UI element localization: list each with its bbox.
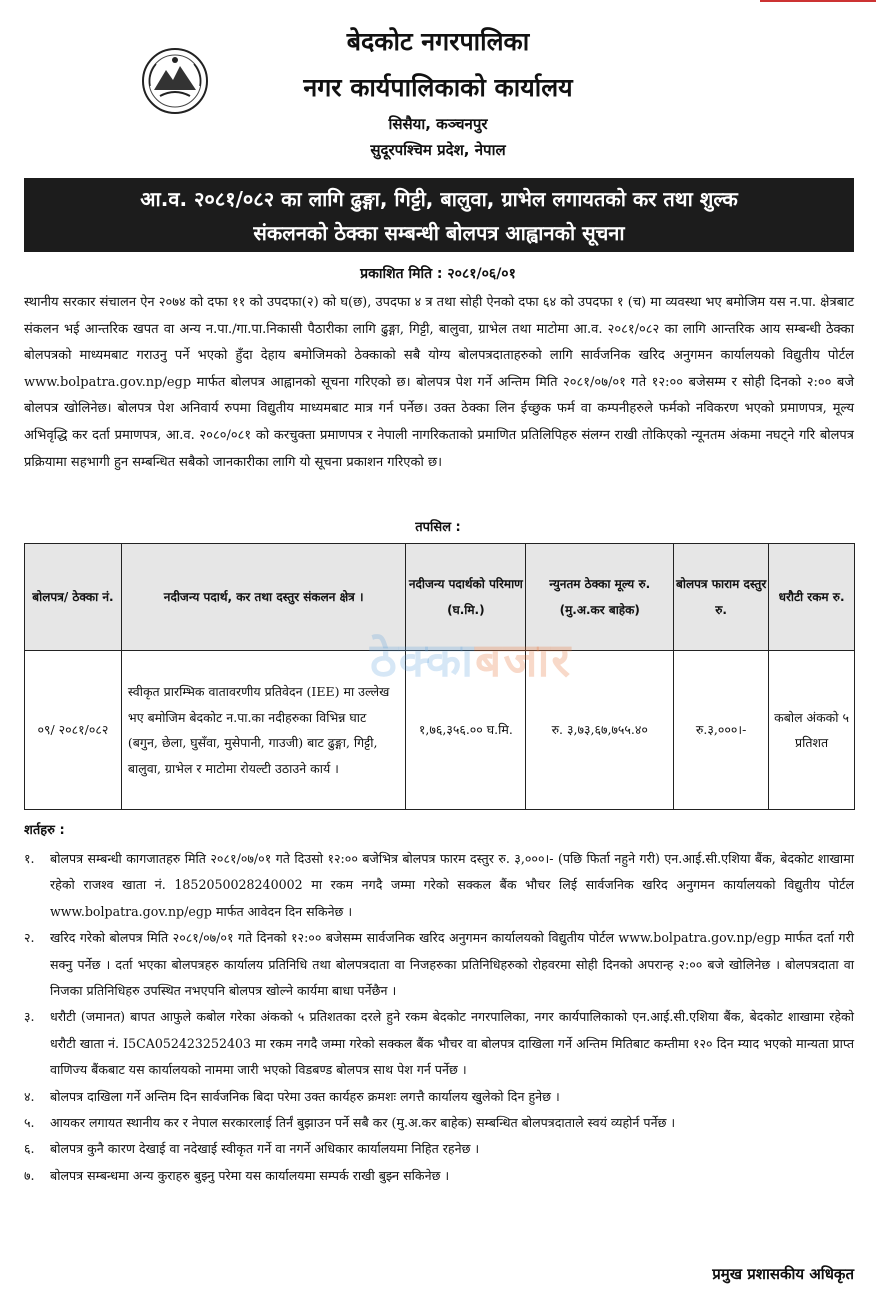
contract-table: [24, 543, 855, 810]
header-min-value: न्युनतम ठेक्का मूल्य रु. (मु.अ.कर बाहेक): [526, 544, 674, 651]
document-header: [0, 18, 876, 168]
header-form-fee: बोलपत्र फाराम दस्तुर रु.: [674, 544, 769, 651]
term-item: [24, 1004, 854, 1083]
term-item: [24, 1136, 854, 1162]
cell-form-fee: रु.३,०००।-: [674, 651, 769, 810]
term-number: २.: [24, 930, 35, 946]
term-text: आयकर लगायत स्थानीय कर र नेपाल सरकारलाई तिर्नं बुझाउन पर्ने सबै कर (मु.अ.कर बाहेक) सम्बन्धित बोलपत्रदाताले स्वयं व्यहोर्न पर्नेछ ।: [50, 1115, 676, 1131]
terms-list: [24, 846, 854, 1189]
watermark-part-2: बजार: [475, 633, 573, 687]
header-contract-no: बोलपत्र/ ठेक्का नं.: [25, 544, 122, 651]
watermark-part-1: ठेक्का: [370, 633, 476, 687]
term-number: १.: [24, 851, 35, 866]
schedule-heading: तपसिल :: [415, 520, 461, 535]
cell-quantity: १,७६,३५६.०० घ.मि.: [406, 651, 526, 810]
cell-description: स्वीकृत प्रारम्भिक वातावरणीय प्रतिवेदन (IEE) मा उल्लेख भए बमोजिम बेदकोट न.पा.का नदीहरुका विभिन्न घाट (बगुन, छेला, घुसँवा, मुसेपानी, गाउजी) बाट ढुङ्गा, गिट्टी, बालुवा, ग्राभेल र माटोमा रोयल्टी उठाउने कार्य ।: [121, 651, 406, 810]
term-number: ७.: [24, 1167, 35, 1183]
published-date: प्रकाशित मिति : २०८१/०६/०१: [360, 266, 516, 282]
table-header-row: [25, 544, 855, 651]
term-item: [24, 846, 854, 925]
term-text: खरिद गरेको बोलपत्र मिति २०८१/०७/०१ गते दिनको १२:०० बजेसम्म सार्वजनिक खरिद अनुगमन कार्यालयको विद्युतीय पोर्टल www.bolpatra.gov.np/egp मार्फत दर्ता गरी सक्नु पर्नेछ । दर्ता भएका बोलपत्रहरु कार्यालय प्रतिनिधि तथा बोलपत्रदाता वा निजहरुका प्रतिनिधिहरुको रोहवरमा सोही दिनको अपरान्ह २:०० बजे खोलिनेछ । बोलपत्रदाता वा निजका प्रतिनिधिहरु उपस्थित नभएपनि बोलपत्र खोल्ने कार्यमा बाधा पर्नेछैन ।: [50, 930, 854, 999]
notice-body: स्थानीय सरकार संचालन ऐन २०७४ को दफा ११ को उपदफा(२) को घ(छ), उपदफा ४ त्र तथा सोही ऐनको दफा ६४ को उपदफा १ (च) मा व्यवस्था भए बमोजिम यस न.पा. क्षेत्रबाट संकलन भई आन्तरिक खपत वा अन्य न.पा./गा.पा.निकासी पैठारीका लागि ढुङ्गा, गिट्टी, बालुवा, ग्राभेल तथा माटोमा आ.व. २०८१/०८२ का लागि आन्तरिक आय सम्बन्धी ठेक्का बोलपत्रको माध्यमबाट गराउनु पर्ने भएको हुँदा देहाय बमोजिमको ठेक्काको सबै योग्य बोलपत्रदाताहरुको लागि सार्वजनिक खरिद अनुगमन कार्यालयको विद्युतीय पोर्टल www.bolpatra.gov.np/egp मार्फत बोलपत्र आह्वानको सूचना गरिएको छ। बोलपत्र पेश गर्ने अन्तिम मिति २०८१/०७/०१ गते १२:०० बजेसम्म र सोही दिनको २:०० बजे बोलपत्र खोलिनेछ। बोलपत्र पेश अनिवार्य रुपमा विद्युतीय माध्यमबाट मात्र गर्न पर्नेछ। उक्त ठेक्का लिन ईच्छुक फर्म वा कम्पनीहरुले फर्मको नविकरण भएको प्रमाणपत्र, मूल्य अभिवृद्धि कर दर्ता प्रमाणपत्र, आ.व. २०८०/०८१ को करचुक्ता प्रमाणपत्र र नेपाली नागरिकताको प्रमाणित प्रतिलिपिहरु संलग्न राखी तोकिएको न्यूनतम अंकमा नघट्ने गरि बोलपत्र प्रक्रियामा सहभागी हुन सम्बन्धित सबैको जानकारीका लागि यो सूचना प्रकाशन गरिएको छ।: [24, 295, 854, 470]
header-deposit: धरौटी रकम रु.: [769, 544, 855, 651]
term-text: बोलपत्र दाखिला गर्ने अन्तिम दिन सार्वजनिक बिदा परेमा उक्त कार्यहरु क्रमशः लगत्तै कार्यालय खुलेको दिन हुनेछ ।: [50, 1088, 560, 1104]
municipality-name: बेदकोट नगरपालिका: [346, 27, 530, 56]
term-item: [24, 1110, 854, 1136]
term-text: धरौटी (जमानत) बापत आफुले कबोल गरेका अंकको ५ प्रतिशतका दरले हुने रकम बेदकोट नगरपालिका, नगर कार्यपालिकाको एन.आई.सी.एशिया बैंक, बेदकोट शाखामा रहेको धरौटी खाता नं. I5CA052423252403 मा रकम नगदै जम्मा गरेको सक्कल बैंक भौचर वा बोलपत्र दाखिला गर्ने अन्तिम मितिबाट कम्तीमा १२० दिन म्याद भएको मान्यता प्राप्त वाणिज्य बैंकबाट यस कार्यालयको नाममा जारी भएको विडबण्ड बोलपत्र साथ पेश गर्न पर्नेछ ।: [50, 1009, 854, 1078]
banner-line-1: आ.व. २०८१/०८२ का लागि ढुङ्गा, गिट्टी, बालुवा, ग्राभेल लगायतको कर तथा शुल्क: [140, 187, 738, 211]
term-item: [24, 925, 854, 1004]
term-text: बोलपत्र सम्बन्धी कागजातहरु मिति २०८१/०७/०१ गते दिउसो १२:०० बजेभित्र बोलपत्र फारम दस्तुर रु. ३,०००।- (पछि फिर्ता नहुने गरी) एन.आई.सी.एशिया बैंक, बेदकोट शाखामा रहेको राजश्व खाता नं. 185205002824000​2 मा रकम नगदै जम्मा गरेको सक्कल बैंक भौचर लिई सार्वजनिक खरिद अनुगमन कार्यालयको विद्युतीय पोर्टल www.bolpatra.gov.np/egp मार्फत आवेदन दिन सकिनेछ ।: [50, 851, 854, 919]
term-number: ३.: [24, 1009, 35, 1025]
term-text: बोलपत्र सम्बन्धमा अन्य कुराहरु बुझ्नु परेमा यस कार्यालयमा सम्पर्क राखी बुझ्न सकिनेछ ।: [50, 1167, 450, 1183]
term-item: [24, 1084, 854, 1110]
cell-deposit: कबोल अंकको ५ प्रतिशत: [769, 651, 855, 810]
cell-min-value: रु. ३,७३,६७,७५५.४०: [526, 651, 674, 810]
notice-title-banner: [24, 178, 854, 252]
header-area: नदीजन्य पदार्थ, कर तथा दस्तुर संकलन क्षेत्र ।: [121, 544, 406, 651]
term-text: बोलपत्र कुनै कारण देखाई वा नदेखाई स्वीकृत गर्ने वा नगर्ने अधिकार कार्यालयमा निहित रहनेछ ।: [50, 1141, 480, 1157]
banner-line-2: संकलनको ठेक्का सम्बन्धी बोलपत्र आह्वानको सूचना: [253, 221, 625, 245]
term-number: ४.: [24, 1088, 35, 1104]
terms-heading: शर्तहरु :: [24, 823, 65, 838]
term-number: ५.: [24, 1115, 35, 1131]
top-red-line: [760, 0, 876, 2]
term-number: ६.: [24, 1141, 35, 1157]
signatory-title: प्रमुख प्रशासकीय अधिकृत: [712, 1265, 854, 1283]
header-quantity: नदीजन्य पदार्थको परिमाण (घ.मि.): [406, 544, 526, 651]
cell-contract-no: ०९/ २०८१/०८२: [25, 651, 122, 810]
address-line-2: सुदूरपश्चिम प्रदेश, नेपाल: [370, 141, 506, 159]
office-name: नगर कार्यपालिकाको कार्यालय: [303, 73, 573, 102]
address-line-1: सिसैया, कञ्चनपुर: [388, 115, 488, 133]
term-item: [24, 1163, 854, 1189]
table-row: [25, 651, 855, 810]
